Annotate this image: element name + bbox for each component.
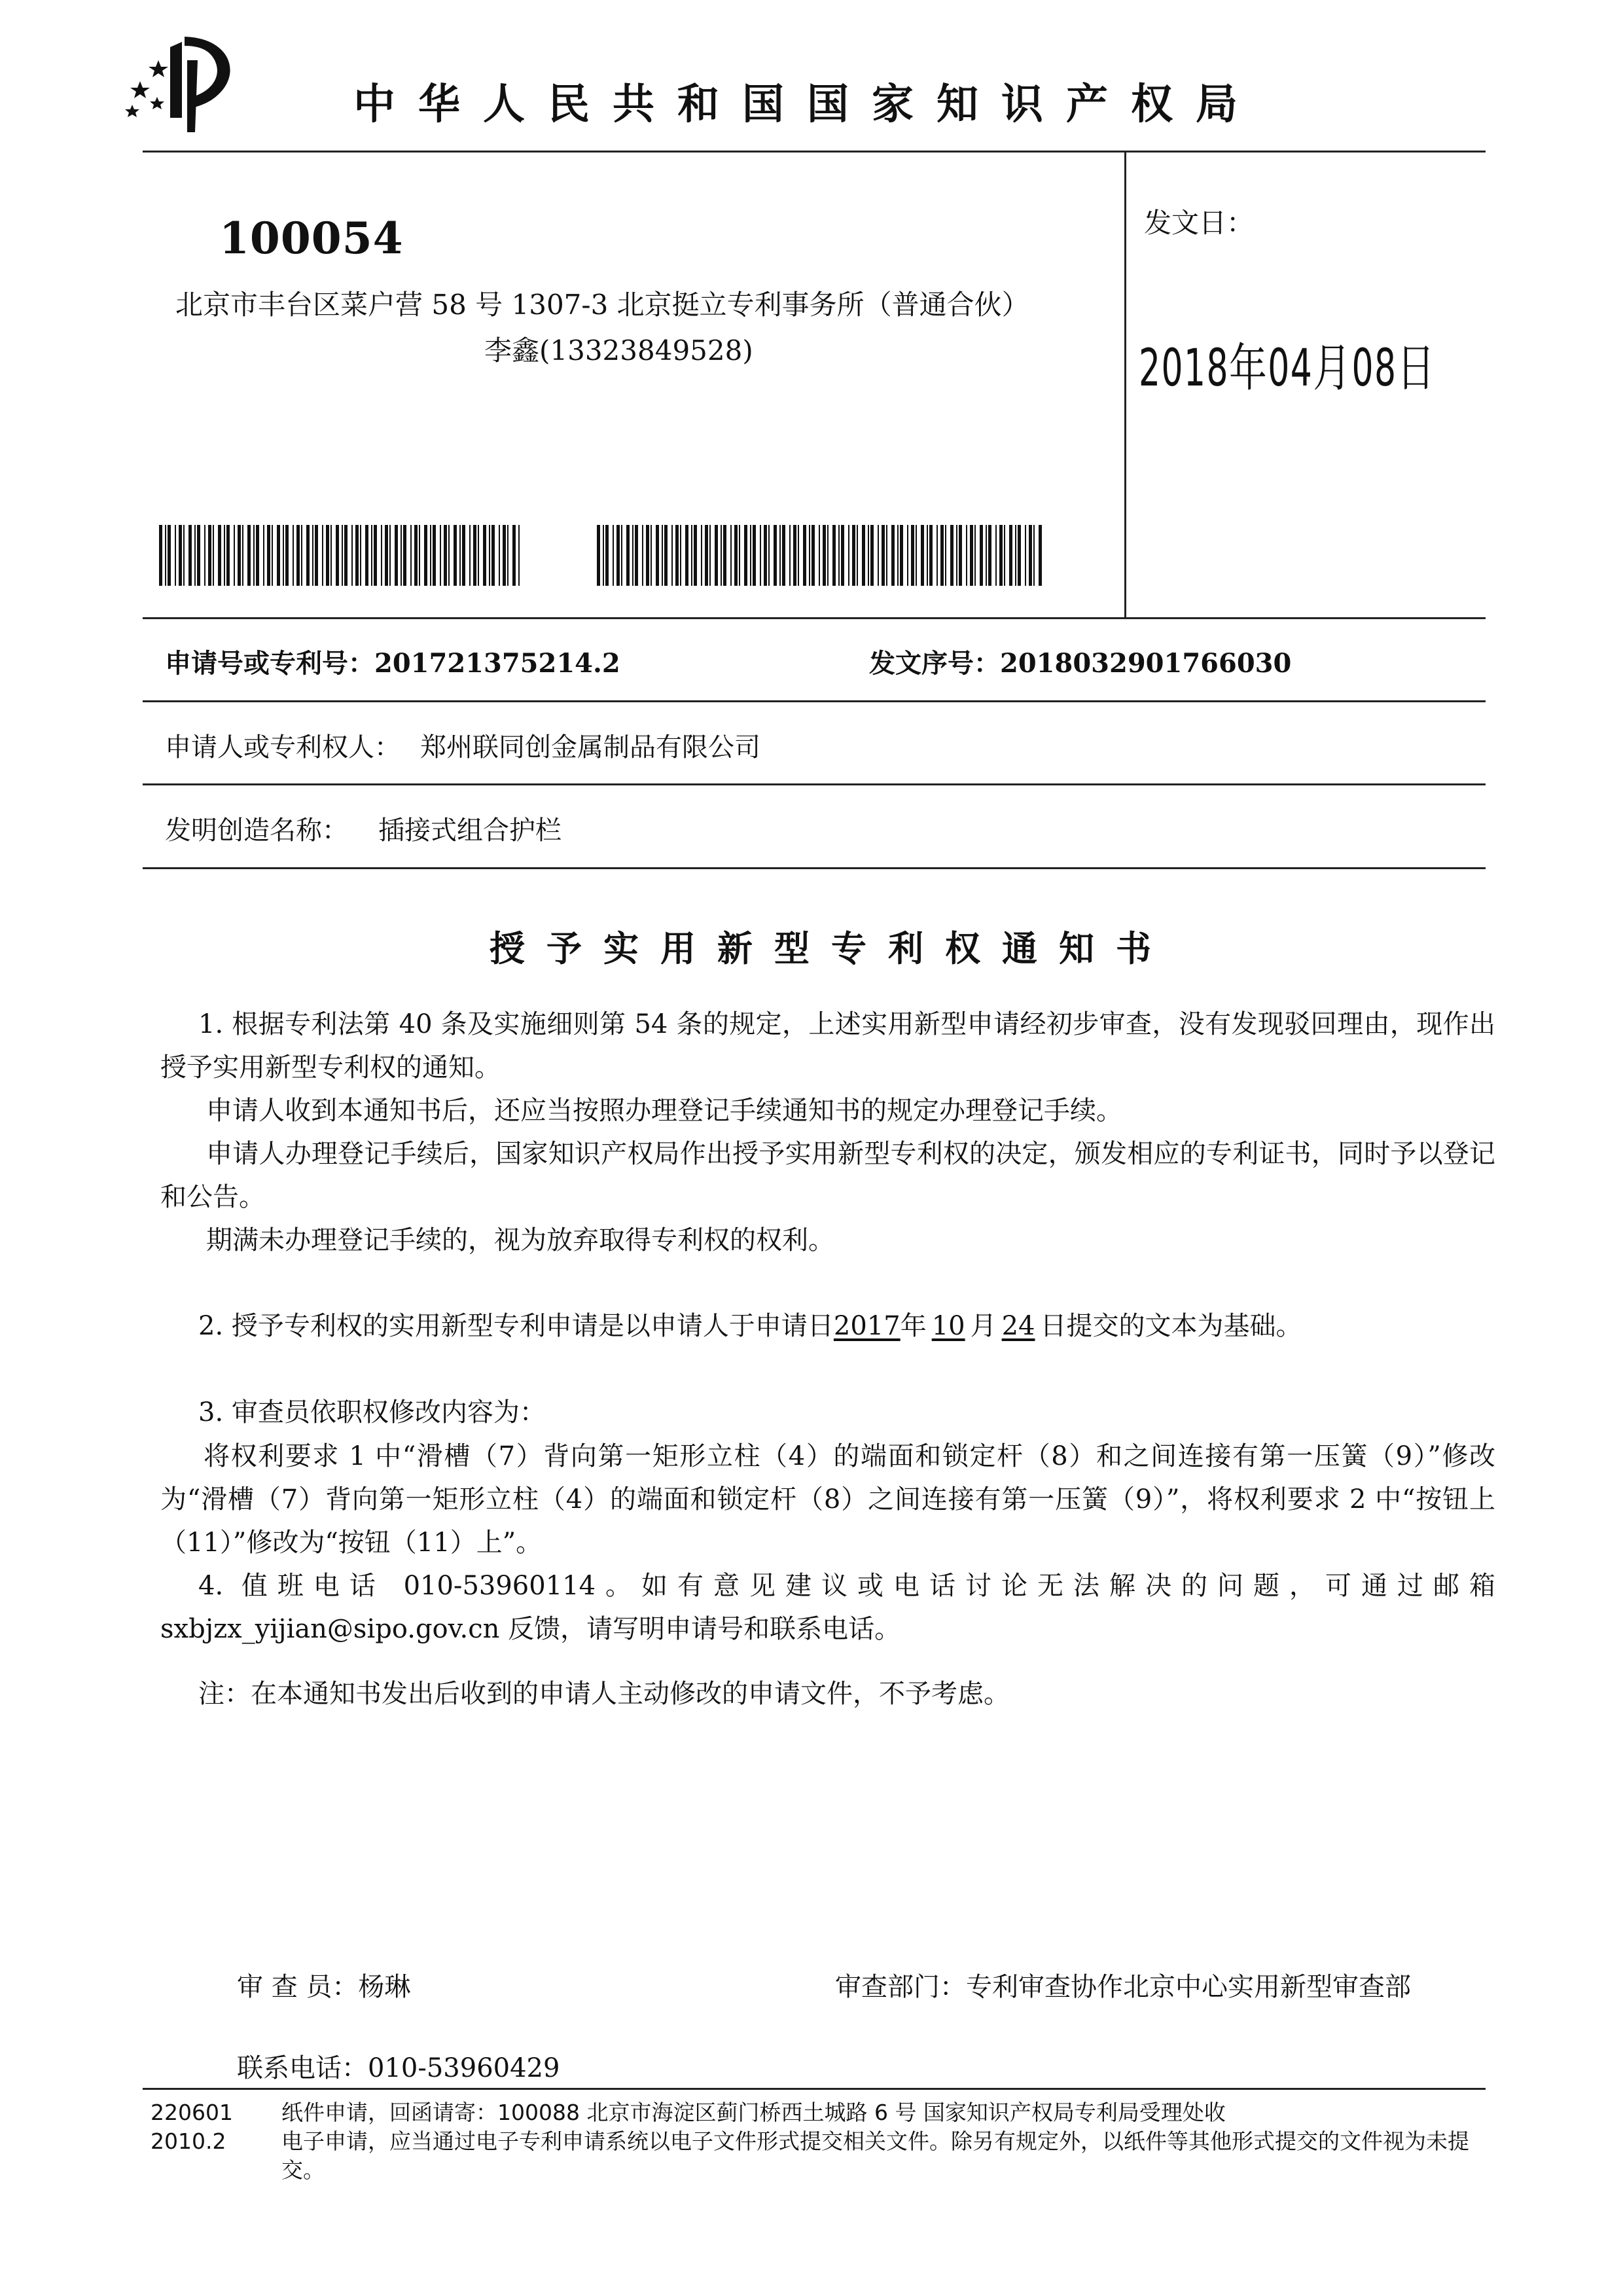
filing-month: 10 xyxy=(931,1311,965,1341)
barcode-bar xyxy=(159,525,162,586)
barcode-bar xyxy=(680,525,681,586)
barcode-bar xyxy=(518,525,520,586)
barcode-bar xyxy=(823,525,826,586)
serial-number-label: 发文序号： xyxy=(869,648,1000,679)
barcode-bar xyxy=(344,525,348,586)
office-name: 中华人民共和国国家知识产权局 xyxy=(353,81,1260,129)
barcode-bar xyxy=(277,525,280,586)
barcode-bar xyxy=(739,525,740,586)
barcode-bar xyxy=(374,525,377,586)
barcode-bar xyxy=(974,525,976,586)
barcode-bar xyxy=(768,525,770,586)
form-date: 2010.2 xyxy=(151,2128,226,2154)
barcode-bar xyxy=(613,525,614,586)
barcode-bar xyxy=(247,525,251,586)
barcode-bar xyxy=(1009,525,1012,586)
barcode-bar xyxy=(929,525,933,586)
barcode-bar xyxy=(940,525,944,586)
footer-electronic-instructions: 电子申请，应当通过电子专利申请系统以电子文件形式提交相关文件。除另有规定外，以纸件等其他形式提交的文件视为未提交。 xyxy=(281,2128,1469,2183)
barcode-bar xyxy=(809,525,810,586)
application-number-label: 申请号或专利号： xyxy=(165,648,374,679)
barcode-bar xyxy=(605,525,609,586)
barcode-bar xyxy=(616,525,620,586)
barcode-bar xyxy=(603,525,604,586)
barcode-bar xyxy=(355,525,359,586)
barcode-bar xyxy=(734,525,738,586)
barcode-bar xyxy=(812,525,815,586)
divider-rule xyxy=(143,867,1486,869)
barcode-bar xyxy=(489,525,490,586)
barcode-bar xyxy=(675,525,679,586)
barcode-bar xyxy=(798,525,799,586)
barcode-bar xyxy=(782,525,785,586)
mailing-address: 北京市丰台区菜户营 58 号 1307-3 北京挺立专利事务所（普通合伙） xyxy=(175,289,1029,321)
barcode-bar xyxy=(315,525,318,586)
barcode-bar xyxy=(870,525,874,586)
barcode-bar xyxy=(256,525,259,586)
barcode-bar xyxy=(721,525,722,586)
barcode-bar xyxy=(709,525,711,586)
p2-text-d: 日提交的文本为基础。 xyxy=(1040,1311,1302,1341)
barcode-bar xyxy=(1015,525,1016,586)
paragraph-3-title: 3. 审查员依职权修改内容为： xyxy=(198,1397,546,1427)
barcode-bar xyxy=(208,525,211,586)
barcode-bar xyxy=(995,525,997,586)
barcode-bar xyxy=(1025,525,1026,586)
barcode-bar xyxy=(403,525,406,586)
barcode-bar xyxy=(664,525,668,586)
barcode-bar xyxy=(204,525,205,586)
barcode-bar xyxy=(878,525,879,586)
barcode-bar xyxy=(970,525,973,586)
divider-rule xyxy=(143,783,1486,785)
barcode-bar xyxy=(1018,525,1021,586)
filing-day: 24 xyxy=(1001,1311,1035,1341)
barcode-bar xyxy=(188,525,192,586)
barcode-bar xyxy=(911,525,914,586)
issue-date-label: 发文日： xyxy=(1144,207,1255,239)
barcode-bar xyxy=(803,525,806,586)
paragraph-1: 1. 根据专利法第 40 条及实施细则第 54 条的规定，上述实用新型申请经初步审查，没有发现驳回理由，现作出授予实用新型专利权的通知。 xyxy=(160,1009,1495,1083)
form-code: 220601 xyxy=(151,2100,233,2125)
barcode-bar xyxy=(642,525,643,586)
barcode-bar xyxy=(194,525,196,586)
barcode-bar xyxy=(296,525,300,586)
divider-rule xyxy=(143,700,1486,702)
paragraph-2 xyxy=(198,1305,1302,1342)
barcode-bar xyxy=(301,525,302,586)
barcode-bar xyxy=(868,525,869,586)
barcode-bar xyxy=(950,525,954,586)
barcode-bar xyxy=(430,525,431,586)
barcode-bar xyxy=(882,525,885,586)
barcode-bar xyxy=(656,525,659,586)
barcode-bar xyxy=(886,525,887,586)
barcode-left xyxy=(159,525,521,586)
barcode-bar xyxy=(469,525,471,586)
barcode-bar xyxy=(891,525,895,586)
barcode-bar xyxy=(651,525,652,586)
barcode-bar xyxy=(444,525,447,586)
barcode-bar xyxy=(401,525,402,586)
examination-department: 审查部门：专利审查协作北京中心实用新型审查部 xyxy=(835,1972,1411,2002)
invention-label: 发明创造名称： xyxy=(165,816,348,846)
barcode-bar xyxy=(440,525,441,586)
date-column-divider xyxy=(1124,151,1126,617)
barcode-bar xyxy=(478,525,479,586)
barcode-bar xyxy=(857,525,858,586)
barcode-bar xyxy=(779,525,781,586)
barcode-bar xyxy=(283,525,284,586)
barcode-bar xyxy=(848,525,849,586)
barcode-bar xyxy=(852,525,855,586)
barcode-bar xyxy=(1039,525,1042,586)
barcode-bar xyxy=(635,525,638,586)
barcode-bar xyxy=(433,525,436,586)
barcode-bar xyxy=(986,525,987,586)
barcode-bar xyxy=(966,525,967,586)
filing-year: 2017 xyxy=(833,1311,901,1341)
barcode-bar xyxy=(483,525,486,586)
paragraph-1c: 申请人办理登记手续后，国家知识产权局作出授予实用新型专利权的决定，颁发相应的专利证书，同时予以登记和公告。 xyxy=(160,1139,1495,1212)
barcode-bar xyxy=(183,525,185,586)
divider-rule xyxy=(143,617,1486,619)
barcode-bar xyxy=(424,525,427,586)
barcode-bar xyxy=(326,525,329,586)
barcode-bar xyxy=(916,525,917,586)
barcode-bar xyxy=(322,525,323,586)
barcode-bar xyxy=(945,525,946,586)
barcode-bar xyxy=(793,525,796,586)
barcode-bar xyxy=(632,525,633,586)
barcode-bar xyxy=(1033,525,1035,586)
barcode-bar xyxy=(597,525,600,586)
invention-row xyxy=(165,810,562,847)
applicant-label: 申请人或专利权人： xyxy=(165,732,401,762)
invention-title: 插接式组合护栏 xyxy=(378,816,562,846)
barcode-bar xyxy=(267,525,270,586)
barcode-bar xyxy=(764,525,767,586)
barcode-bar xyxy=(285,525,289,586)
barcode-bar xyxy=(226,525,230,586)
sipo-logo xyxy=(119,34,250,134)
barcode-bar xyxy=(312,525,313,586)
barcode-bar xyxy=(921,525,924,586)
barcode-bar xyxy=(685,525,688,586)
note: 注：在本通知书发出后收到的申请人主动修改的申请文件，不予考虑。 xyxy=(198,1679,1010,1709)
contact-phone: 联系电话：010-53960429 xyxy=(237,2053,560,2083)
paragraph-1b: 申请人收到本通知书后，还应当按照办理登记手续通知书的规定办理登记手续。 xyxy=(206,1096,1122,1126)
barcode-bar xyxy=(454,525,457,586)
barcode-bar xyxy=(927,525,928,586)
notice-title: 授予实用新型专利权通知书 xyxy=(490,928,1173,969)
barcode-bar xyxy=(691,525,692,586)
barcode-bar xyxy=(671,525,673,586)
application-number: 201721375214.2 xyxy=(374,648,620,679)
barcode-bar xyxy=(936,525,938,586)
barcode-bar xyxy=(819,525,820,586)
barcode-bar xyxy=(342,525,343,586)
footer-rule xyxy=(143,2088,1486,2090)
barcode-bar xyxy=(263,525,264,586)
footer-paper-instructions: 纸件申请，回函请寄：100088 北京市海淀区蓟门桥西土城路 6 号 国家知识产权局专利局受理处收 xyxy=(281,2100,1226,2125)
barcode-bar xyxy=(646,525,649,586)
barcode-bar xyxy=(473,525,476,586)
barcode-right xyxy=(597,525,1044,586)
barcode-bar xyxy=(371,525,372,586)
barcode-bar xyxy=(838,525,840,586)
barcode-bar xyxy=(224,525,225,586)
applicant-row xyxy=(165,726,760,764)
barcode-bar xyxy=(988,525,991,586)
barcode-bar xyxy=(507,525,508,586)
barcode-bar xyxy=(175,525,176,586)
barcode-bar xyxy=(744,525,747,586)
barcode-bar xyxy=(351,525,353,586)
header-rule xyxy=(143,151,1486,152)
barcode-bar xyxy=(336,525,339,586)
barcode-bar xyxy=(980,525,983,586)
barcode-bar xyxy=(218,525,221,586)
barcode-bar xyxy=(621,525,622,586)
barcode-bar xyxy=(389,525,391,586)
barcode-bar xyxy=(900,525,903,586)
barcode-bar xyxy=(238,525,241,586)
barcode-bar xyxy=(253,525,255,586)
barcode-bar xyxy=(715,525,718,586)
postal-code: 100054 xyxy=(219,213,404,264)
barcode-bar xyxy=(165,525,166,586)
barcode-bar xyxy=(705,525,708,586)
barcode-bar xyxy=(862,525,865,586)
barcode-bar xyxy=(306,525,310,586)
barcode-bar xyxy=(827,525,829,586)
barcode-bar xyxy=(330,525,332,586)
barcode-bar xyxy=(360,525,361,586)
barcode-bar xyxy=(626,525,630,586)
paragraph-4: 4. 值班电话 010-53960114。如有意见建议或电话讨论无法解决的问题，可通过邮箱 sxbjzx_yijian@sipo.gov.cn 反馈，请写明申请号和联系电话。 xyxy=(160,1571,1495,1644)
barcode-bar xyxy=(774,525,777,586)
application-number-row xyxy=(165,643,620,680)
barcode-bar xyxy=(395,525,398,586)
barcode-bar xyxy=(414,525,418,586)
barcode-bar xyxy=(179,525,182,586)
barcode-bar xyxy=(1004,525,1005,586)
serial-number-row xyxy=(869,643,1291,680)
barcode-bar xyxy=(365,525,368,586)
barcode-bar xyxy=(907,525,908,586)
barcode-bar xyxy=(503,525,506,586)
barcode-bar xyxy=(753,525,756,586)
barcode-bar xyxy=(234,525,235,586)
issue-date-stamp: 2018年04月08日 xyxy=(1139,339,1436,398)
barcode-bar xyxy=(694,525,697,586)
barcode-bar xyxy=(272,525,273,586)
barcode-bar xyxy=(832,525,836,586)
barcode-bar xyxy=(499,525,500,586)
barcode-bar xyxy=(662,525,663,586)
barcode-bar xyxy=(448,525,450,586)
barcode-bar xyxy=(1029,525,1032,586)
barcode-bar xyxy=(959,525,962,586)
recipient: 李鑫(13323849528) xyxy=(484,334,753,367)
barcode-bar xyxy=(730,525,732,586)
p2-text-a: 2. 授予专利权的实用新型专利申请是以申请人于申请日 xyxy=(198,1311,834,1341)
barcode-bar xyxy=(293,525,294,586)
barcode-bar xyxy=(462,525,465,586)
barcode-bar xyxy=(841,525,844,586)
barcode-bar xyxy=(410,525,412,586)
barcode-bar xyxy=(750,525,751,586)
serial-number: 2018032901766030 xyxy=(1000,648,1292,679)
barcode-bar xyxy=(760,525,761,586)
barcode-bar xyxy=(512,525,516,586)
examiner: 审 查 员：杨琳 xyxy=(237,1972,411,2002)
paragraph-1d: 期满未办理登记手续的，视为放弃取得专利权的权利。 xyxy=(206,1225,834,1255)
barcode-bar xyxy=(491,525,495,586)
barcode-bar xyxy=(999,525,1003,586)
barcode-bar xyxy=(242,525,243,586)
barcode-bar xyxy=(701,525,702,586)
barcode-bar xyxy=(381,525,382,586)
barcode-bar xyxy=(213,525,214,586)
barcode-bar xyxy=(459,525,461,586)
p2-month-unit: 月 xyxy=(970,1311,997,1341)
barcode-bar xyxy=(789,525,791,586)
barcode-bar xyxy=(723,525,726,586)
applicant-name: 郑州联同创金属制品有限公司 xyxy=(420,732,760,762)
barcode-bar xyxy=(419,525,420,586)
barcode-bar xyxy=(197,525,200,586)
barcode-bar xyxy=(168,525,171,586)
paragraph-3-body: 将权利要求 1 中“滑槽（7）背向第一矩形立柱（4）的端面和锁定杆（8）和之间连接有第一压簧（9）”修改为“滑槽（7）背向第一矩形立柱（4）的端面和锁定杆（8）之间连接有第一压簧（9）”，将权利要求 2 中“按钮上（11）”修改为“按钮（11）上”。 xyxy=(160,1441,1495,1558)
barcode-bar xyxy=(385,525,388,586)
p2-year-unit: 年 xyxy=(900,1311,927,1341)
barcode-bar xyxy=(956,525,957,586)
barcode-bar xyxy=(897,525,899,586)
